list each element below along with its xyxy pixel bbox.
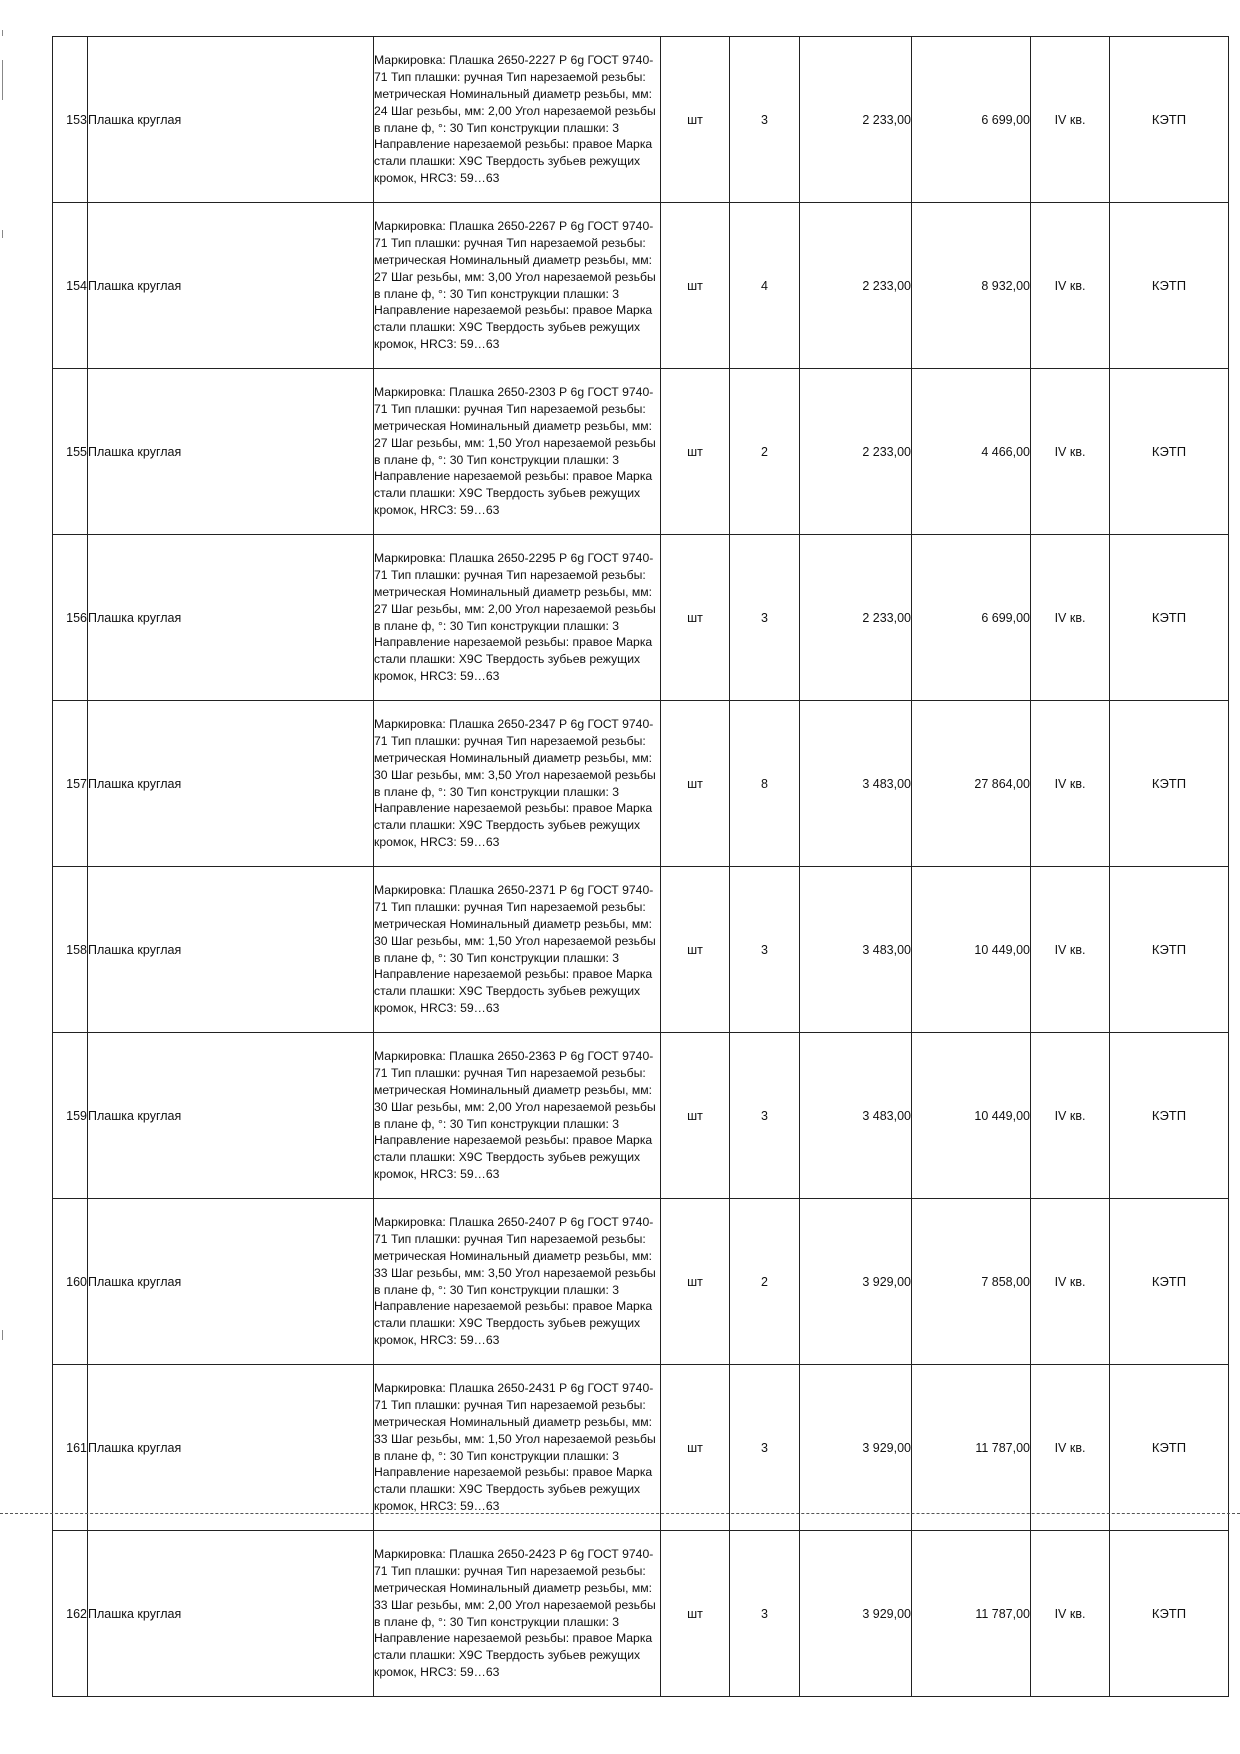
total-amount: 6 699,00 [912, 535, 1031, 701]
department: КЭТП [1110, 1531, 1229, 1697]
item-description: Маркировка: Плашка 2650-2431 Р 6g ГОСТ 9740-71 Тип плашки: ручная Тип нарезаемой резьбы: метрическая Номинальный диаметр резьбы, мм: 33 Шаг резьбы, мм: 1,50 Угол нарезаемой резьбы в плане ф, °: 30 Тип конструкции плашки: 3 Направление нарезаемой резьбы: правое Марка стали плашки: Х9С Твердость зубьев режущих кромок, HRC3: 59…63 [374, 1365, 661, 1531]
table-row [53, 1531, 1229, 1697]
item-name: Плашка круглая [88, 1033, 374, 1199]
delivery-period: IV кв. [1031, 1033, 1110, 1199]
delivery-period: IV кв. [1031, 701, 1110, 867]
delivery-period: IV кв. [1031, 203, 1110, 369]
table-row [53, 37, 1229, 203]
department: КЭТП [1110, 1365, 1229, 1531]
row-number: 158 [53, 867, 88, 1033]
department: КЭТП [1110, 701, 1229, 867]
item-name: Плашка круглая [88, 369, 374, 535]
row-number: 154 [53, 203, 88, 369]
row-number: 153 [53, 37, 88, 203]
quantity: 2 [730, 369, 800, 535]
delivery-period: IV кв. [1031, 1199, 1110, 1365]
item-name: Плашка круглая [88, 1199, 374, 1365]
quantity: 3 [730, 1531, 800, 1697]
unit-of-measure: шт [661, 701, 730, 867]
item-description: Маркировка: Плашка 2650-2295 Р 6g ГОСТ 9740-71 Тип плашки: ручная Тип нарезаемой резьбы: метрическая Номинальный диаметр резьбы, мм: 27 Шаг резьбы, мм: 2,00 Угол нарезаемой резьбы в плане ф, °: 30 Тип конструкции плашки: 3 Направление нарезаемой резьбы: правое Марка стали плашки: Х9С Твердость зубьев режущих кромок, HRC3: 59…63 [374, 535, 661, 701]
item-description: Маркировка: Плашка 2650-2371 Р 6g ГОСТ 9740-71 Тип плашки: ручная Тип нарезаемой резьбы: метрическая Номинальный диаметр резьбы, мм: 30 Шаг резьбы, мм: 1,50 Угол нарезаемой резьбы в плане ф, °: 30 Тип конструкции плашки: 3 Направление нарезаемой резьбы: правое Марка стали плашки: Х9С Твердость зубьев режущих кромок, HRC3: 59…63 [374, 867, 661, 1033]
table-row [53, 1365, 1229, 1531]
row-number: 155 [53, 369, 88, 535]
total-amount: 4 466,00 [912, 369, 1031, 535]
unit-of-measure: шт [661, 535, 730, 701]
unit-price: 3 483,00 [800, 867, 912, 1033]
table-row [53, 701, 1229, 867]
item-name: Плашка круглая [88, 1365, 374, 1531]
quantity: 4 [730, 203, 800, 369]
unit-price: 3 929,00 [800, 1199, 912, 1365]
quantity: 2 [730, 1199, 800, 1365]
table-row [53, 1033, 1229, 1199]
row-number: 160 [53, 1199, 88, 1365]
quantity: 3 [730, 535, 800, 701]
table-row [53, 535, 1229, 701]
row-number: 161 [53, 1365, 88, 1531]
department: КЭТП [1110, 37, 1229, 203]
table-row [53, 1199, 1229, 1365]
table-row [53, 867, 1229, 1033]
unit-of-measure: шт [661, 1199, 730, 1365]
delivery-period: IV кв. [1031, 1531, 1110, 1697]
unit-of-measure: шт [661, 1531, 730, 1697]
department: КЭТП [1110, 203, 1229, 369]
total-amount: 6 699,00 [912, 37, 1031, 203]
unit-of-measure: шт [661, 203, 730, 369]
row-number: 156 [53, 535, 88, 701]
row-number: 159 [53, 1033, 88, 1199]
item-description: Маркировка: Плашка 2650-2363 Р 6g ГОСТ 9740-71 Тип плашки: ручная Тип нарезаемой резьбы: метрическая Номинальный диаметр резьбы, мм: 30 Шаг резьбы, мм: 2,00 Угол нарезаемой резьбы в плане ф, °: 30 Тип конструкции плашки: 3 Направление нарезаемой резьбы: правое Марка стали плашки: Х9С Твердость зубьев режущих кромок, HRC3: 59…63 [374, 1033, 661, 1199]
item-name: Плашка круглая [88, 535, 374, 701]
total-amount: 10 449,00 [912, 1033, 1031, 1199]
quantity: 3 [730, 867, 800, 1033]
department: КЭТП [1110, 535, 1229, 701]
total-amount: 27 864,00 [912, 701, 1031, 867]
unit-price: 2 233,00 [800, 203, 912, 369]
item-description: Маркировка: Плашка 2650-2227 Р 6g ГОСТ 9740-71 Тип плашки: ручная Тип нарезаемой резьбы: метрическая Номинальный диаметр резьбы, мм: 24 Шаг резьбы, мм: 2,00 Угол нарезаемой резьбы в плане ф, °: 30 Тип конструкции плашки: 3 Направление нарезаемой резьбы: правое Марка стали плашки: Х9С Твердость зубьев режущих кромок, HRC3: 59…63 [374, 37, 661, 203]
item-description: Маркировка: Плашка 2650-2267 Р 6g ГОСТ 9740-71 Тип плашки: ручная Тип нарезаемой резьбы: метрическая Номинальный диаметр резьбы, мм: 27 Шаг резьбы, мм: 3,00 Угол нарезаемой резьбы в плане ф, °: 30 Тип конструкции плашки: 3 Направление нарезаемой резьбы: правое Марка стали плашки: Х9С Твердость зубьев режущих кромок, HRC3: 59…63 [374, 203, 661, 369]
item-description: Маркировка: Плашка 2650-2347 Р 6g ГОСТ 9740-71 Тип плашки: ручная Тип нарезаемой резьбы: метрическая Номинальный диаметр резьбы, мм: 30 Шаг резьбы, мм: 3,50 Угол нарезаемой резьбы в плане ф, °: 30 Тип конструкции плашки: 3 Направление нарезаемой резьбы: правое Марка стали плашки: Х9С Твердость зубьев режущих кромок, HRC3: 59…63 [374, 701, 661, 867]
item-description: Маркировка: Плашка 2650-2423 Р 6g ГОСТ 9740-71 Тип плашки: ручная Тип нарезаемой резьбы: метрическая Номинальный диаметр резьбы, мм: 33 Шаг резьбы, мм: 2,00 Угол нарезаемой резьбы в плане ф, °: 30 Тип конструкции плашки: 3 Направление нарезаемой резьбы: правое Марка стали плашки: Х9С Твердость зубьев режущих кромок, HRC3: 59…63 [374, 1531, 661, 1697]
item-name: Плашка круглая [88, 37, 374, 203]
delivery-period: IV кв. [1031, 369, 1110, 535]
row-number: 162 [53, 1531, 88, 1697]
specification-table [52, 36, 1229, 1697]
scan-edge-mark [2, 60, 3, 100]
unit-of-measure: шт [661, 37, 730, 203]
unit-of-measure: шт [661, 369, 730, 535]
item-description: Маркировка: Плашка 2650-2303 Р 6g ГОСТ 9740-71 Тип плашки: ручная Тип нарезаемой резьбы: метрическая Номинальный диаметр резьбы, мм: 27 Шаг резьбы, мм: 1,50 Угол нарезаемой резьбы в плане ф, °: 30 Тип конструкции плашки: 3 Направление нарезаемой резьбы: правое Марка стали плашки: Х9С Твердость зубьев режущих кромок, HRC3: 59…63 [374, 369, 661, 535]
total-amount: 8 932,00 [912, 203, 1031, 369]
total-amount: 11 787,00 [912, 1531, 1031, 1697]
unit-of-measure: шт [661, 1365, 730, 1531]
item-name: Плашка круглая [88, 1531, 374, 1697]
unit-of-measure: шт [661, 1033, 730, 1199]
total-amount: 10 449,00 [912, 867, 1031, 1033]
delivery-period: IV кв. [1031, 535, 1110, 701]
total-amount: 7 858,00 [912, 1199, 1031, 1365]
delivery-period: IV кв. [1031, 37, 1110, 203]
item-name: Плашка круглая [88, 701, 374, 867]
department: КЭТП [1110, 867, 1229, 1033]
unit-price: 3 929,00 [800, 1365, 912, 1531]
quantity: 3 [730, 1365, 800, 1531]
delivery-period: IV кв. [1031, 1365, 1110, 1531]
row-number: 157 [53, 701, 88, 867]
department: КЭТП [1110, 1199, 1229, 1365]
unit-price: 2 233,00 [800, 37, 912, 203]
unit-price: 2 233,00 [800, 369, 912, 535]
scan-edge-mark [2, 230, 3, 238]
delivery-period: IV кв. [1031, 867, 1110, 1033]
unit-price: 3 929,00 [800, 1531, 912, 1697]
item-name: Плашка круглая [88, 867, 374, 1033]
quantity: 3 [730, 37, 800, 203]
table-body [53, 37, 1229, 1697]
quantity: 8 [730, 701, 800, 867]
dashed-cut-line [0, 1513, 1240, 1514]
item-description: Маркировка: Плашка 2650-2407 Р 6g ГОСТ 9740-71 Тип плашки: ручная Тип нарезаемой резьбы: метрическая Номинальный диаметр резьбы, мм: 33 Шаг резьбы, мм: 3,50 Угол нарезаемой резьбы в плане ф, °: 30 Тип конструкции плашки: 3 Направление нарезаемой резьбы: правое Марка стали плашки: Х9С Твердость зубьев режущих кромок, HRC3: 59…63 [374, 1199, 661, 1365]
department: КЭТП [1110, 1033, 1229, 1199]
department: КЭТП [1110, 369, 1229, 535]
scan-edge-mark [2, 1330, 3, 1340]
quantity: 3 [730, 1033, 800, 1199]
scan-edge-mark [2, 30, 3, 36]
item-name: Плашка круглая [88, 203, 374, 369]
unit-price: 2 233,00 [800, 535, 912, 701]
unit-of-measure: шт [661, 867, 730, 1033]
total-amount: 11 787,00 [912, 1365, 1031, 1531]
unit-price: 3 483,00 [800, 701, 912, 867]
table-row [53, 203, 1229, 369]
unit-price: 3 483,00 [800, 1033, 912, 1199]
table-row [53, 369, 1229, 535]
